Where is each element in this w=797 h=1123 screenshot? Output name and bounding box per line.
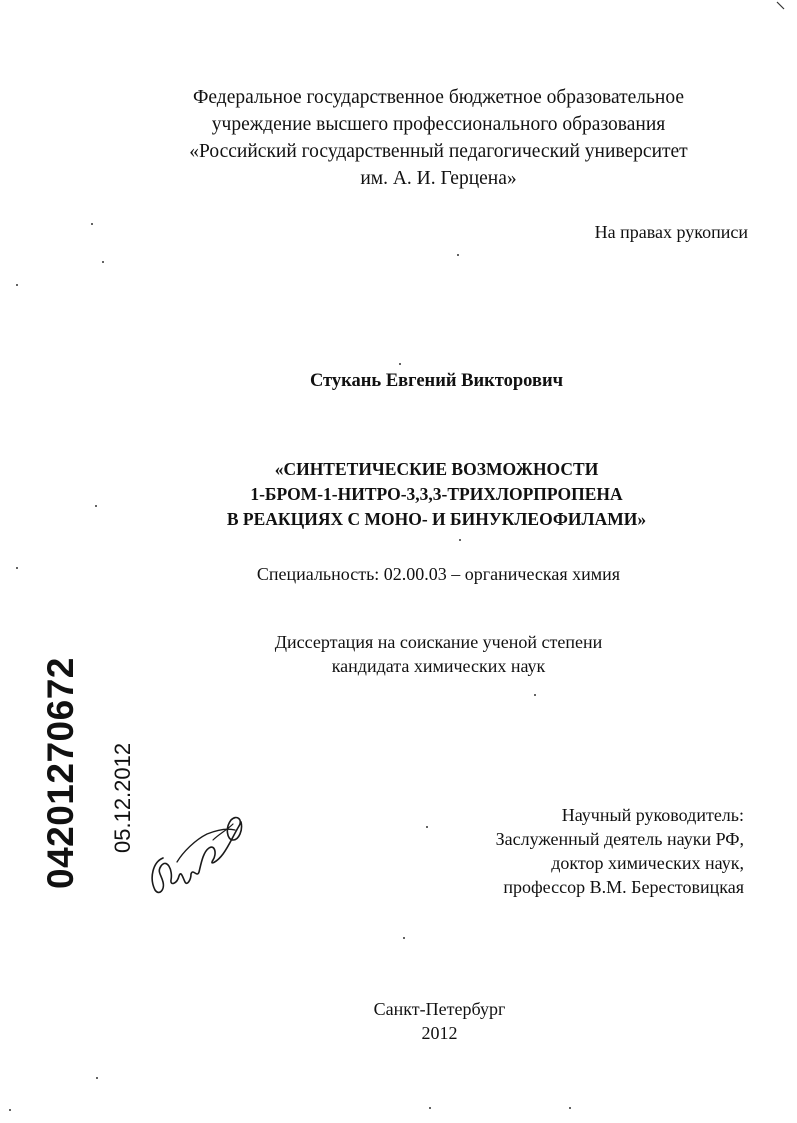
supervisor-line-3: доктор химических наук,	[551, 853, 744, 873]
supervisor-line-1: Научный руководитель:	[561, 805, 744, 825]
supervisor-line-2: Заслуженный деятель науки РФ,	[495, 829, 744, 849]
degree-statement	[40, 630, 797, 678]
stamp-date: 05.12.2012	[110, 742, 135, 853]
city: Санкт-Петербург	[373, 999, 506, 1019]
institution-line-2: учреждение высшего профессионального образования	[211, 114, 666, 135]
title-line-1: «СИНТЕТИЧЕСКИЕ ВОЗМОЖНОСТИ	[274, 459, 599, 479]
institution-header	[40, 84, 797, 192]
author-name: Стукань Евгений Викторович	[309, 371, 564, 391]
title-line-2: 1-БРОМ-1-НИТРО-3,3,3-ТРИХЛОРПРОПЕНА	[250, 484, 623, 504]
degree-line-2: кандидата химических наук	[331, 656, 546, 676]
institution-line-3: «Российский государственный педагогический университет	[189, 141, 688, 162]
specialty: Специальность: 02.00.03 – органическая химия	[256, 564, 621, 584]
handwritten-signature	[143, 800, 253, 900]
rights-note: На правах рукописи	[594, 222, 748, 242]
title-line-3: В РЕАКЦИЯХ С МОНО- И БИНУКЛЕОФИЛАМИ»	[226, 509, 647, 529]
supervisor-line-4: профессор В.М. Берестовицкая	[503, 877, 744, 897]
year: 2012	[421, 1023, 458, 1043]
dissertation-title	[38, 457, 797, 532]
stamp-number: 04201270672	[40, 657, 81, 889]
supervisor-block	[496, 803, 744, 899]
degree-line-1: Диссертация на соискание ученой степени	[274, 632, 603, 652]
place-and-year	[41, 997, 797, 1045]
institution-line-4: им. А. И. Герцена»	[360, 168, 517, 189]
institution-line-1: Федеральное государственное бюджетное образовательное	[192, 87, 684, 108]
